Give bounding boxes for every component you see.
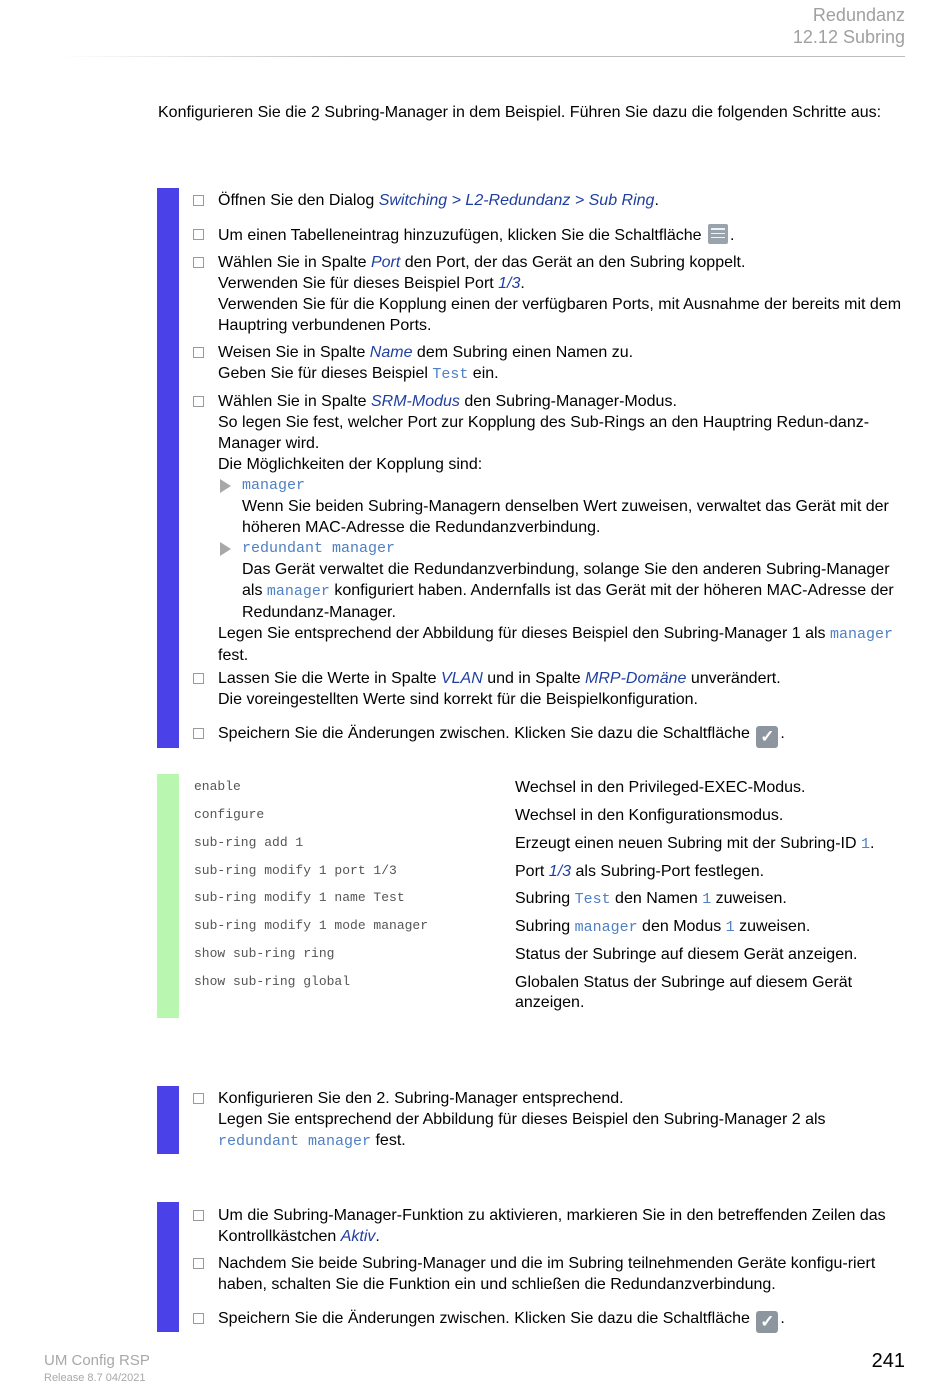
step-bar: [157, 1202, 179, 1332]
cli-command: show sub-ring ring: [194, 946, 335, 961]
intro-paragraph: Konfigurieren Sie die 2 Subring-Manager in dem Beispiel. Führen Sie dazu die folgenden Schritte aus:: [158, 104, 882, 121]
cli-bar: [157, 774, 179, 1018]
dialog-path-link[interactable]: Switching > L2-Redundanz > Sub Ring: [378, 192, 655, 209]
step-checkbox-icon: [193, 347, 204, 358]
step-select-port: Wählen Sie in Spalte Port den Port, der das Gerät an den Subring koppelt. Verwenden Sie für dieses Beispiel Port 1/3. Verwenden Sie für die Kopplung einen der verfügbaren Ports, mit Ausnahme der bereits mit dem Hauptring verbundenen Ports.: [218, 252, 908, 336]
step-activate: Um die Subring-Manager-Funktion zu aktivieren, markieren Sie in den betreffenden Zeilen das Kontrollkästchen Aktiv.: [218, 1205, 908, 1247]
srm-mode-link: SRM-Modus: [370, 393, 460, 410]
step-enable-function: Nachdem Sie beide Subring-Manager und die im Subring teilnehmenden Geräte konfigu-riert haben, schalten Sie die Funktion ein und schließen die Redundanzverbindung.: [218, 1253, 908, 1295]
step-open-dialog: Öffnen Sie den Dialog Switching > L2-Redundanz > Sub Ring.: [218, 190, 908, 211]
cli-description: Wechsel in den Privileged-EXEC-Modus.: [515, 779, 806, 796]
step-bar: [157, 1086, 179, 1154]
cli-command: sub-ring modify 1 mode manager: [194, 918, 429, 933]
cli-command: sub-ring modify 1 name Test: [194, 890, 405, 905]
cli-description: Port 1/3 als Subring-Port festlegen.: [515, 863, 765, 880]
cli-description: Subring Test den Namen 1 zuweisen.: [515, 890, 787, 908]
cli-description: Erzeugt einen neuen Subring mit der Subring-ID 1.: [515, 835, 875, 853]
step-add-entry: Um einen Tabelleneintrag hinzuzufügen, klicken Sie die Schaltfläche .: [218, 224, 908, 246]
cli-command: show sub-ring global: [194, 974, 351, 989]
active-checkbox-link: Aktiv: [340, 1228, 376, 1245]
option-redundant-manager: redundant manager Das Gerät verwaltet die Redundanzverbindung, solange Sie den anderen Subring-Manager als manager konfiguriert haben. Andernfalls ist das Gerät mit der höheren MAC-Adresse der Redundanz-Manager.: [218, 538, 908, 623]
name-value: Test: [432, 366, 469, 383]
bullet-triangle-icon: [220, 542, 231, 556]
port-value: 1/3: [498, 275, 521, 292]
cli-command: configure: [194, 807, 265, 822]
step-checkbox-icon: [193, 1210, 204, 1221]
name-column-link: Name: [369, 344, 413, 361]
option-manager: manager Wenn Sie beiden Subring-Managern denselben Wert zuweisen, verwaltet das Gerät mit der höheren MAC-Adresse die Redundanzverbindung.: [218, 475, 908, 538]
cli-description: Globalen Status der Subringe auf diesem Gerät anzeigen.: [515, 974, 853, 1011]
header-section: 12.12 Subring: [792, 27, 905, 47]
step-checkbox-icon: [193, 195, 204, 206]
step-checkbox-icon: [193, 1093, 204, 1104]
header-rule: [60, 56, 905, 57]
step-checkbox-icon: [193, 229, 204, 240]
step-name: Weisen Sie in Spalte Name dem Subring einen Namen zu. Geben Sie für dieses Beispiel Test ein.: [218, 342, 908, 385]
port-column-link: Port: [370, 254, 401, 271]
checkmark-icon[interactable]: ✓: [756, 1311, 778, 1333]
step-vlan-mrp: Lassen Sie die Werte in Spalte VLAN und in Spalte MRP-Domäne unverändert. Die voreingestellten Werte sind korrekt für die Beispielkonfiguration.: [218, 668, 908, 710]
mrp-domain-link: MRP-Domäne: [585, 670, 687, 687]
step-checkbox-icon: [193, 728, 204, 739]
bullet-triangle-icon: [220, 479, 231, 493]
vlan-link: VLAN: [440, 670, 483, 687]
cli-command: sub-ring add 1: [194, 835, 304, 850]
cli-description: Wechsel in den Konfigurationsmodus.: [515, 807, 784, 824]
step-checkbox-icon: [193, 396, 204, 407]
page-number: 241: [871, 1350, 905, 1372]
checkmark-icon[interactable]: ✓: [756, 726, 778, 748]
step-save: Speichern Sie die Änderungen zwischen. Klicken Sie dazu die Schaltfläche ✓ .: [218, 723, 908, 748]
cli-description: Subring manager den Modus 1 zuweisen.: [515, 918, 811, 936]
footer-release: Release 8.7 04/2021: [44, 1372, 146, 1384]
footer-document: UM Config RSP: [44, 1352, 150, 1369]
page-header: [793, 4, 905, 48]
table-add-icon[interactable]: [708, 224, 728, 244]
step-checkbox-icon: [193, 673, 204, 684]
step-srm-mode: Wählen Sie in Spalte SRM-Modus den Subring-Manager-Modus. So legen Sie fest, welcher Port zur Kopplung des Sub-Rings an den Hauptring Redun-danz-Manager wird. Die Möglichkeiten der Kopplung sind: manager Wenn Sie beiden Subring-Managern denselben Wert zuweisen, verwaltet das Gerät mit der höheren MAC-Adresse die Redundanzverbindung. redundant manager Das Gerät verwaltet die Redundanzverbindung, solange Sie den anderen Subring-Manager als manager konfiguriert haben. Andernfalls ist das Gerät mit der höheren MAC-Adresse der Redundanz-Manager. Legen Sie entsprechend der Abbildung für dieses Beispiel den Subring-Manager 1 als manager fest.: [218, 391, 908, 666]
step-checkbox-icon: [193, 1313, 204, 1324]
step-bar: [157, 188, 179, 748]
cli-command: sub-ring modify 1 port 1/3: [194, 863, 397, 878]
step-save-final: Speichern Sie die Änderungen zwischen. Klicken Sie dazu die Schaltfläche ✓ .: [218, 1308, 908, 1333]
cli-description: Status der Subringe auf diesem Gerät anzeigen.: [515, 946, 858, 963]
step-configure-second-manager: Konfigurieren Sie den 2. Subring-Manager entsprechend. Legen Sie entsprechend der Abbildung für dieses Beispiel den Subring-Manager 2 als redundant manager fest.: [218, 1088, 908, 1152]
header-chapter: Redundanz: [812, 5, 905, 25]
cli-command: enable: [194, 779, 241, 794]
step-checkbox-icon: [193, 1258, 204, 1269]
step-checkbox-icon: [193, 257, 204, 268]
